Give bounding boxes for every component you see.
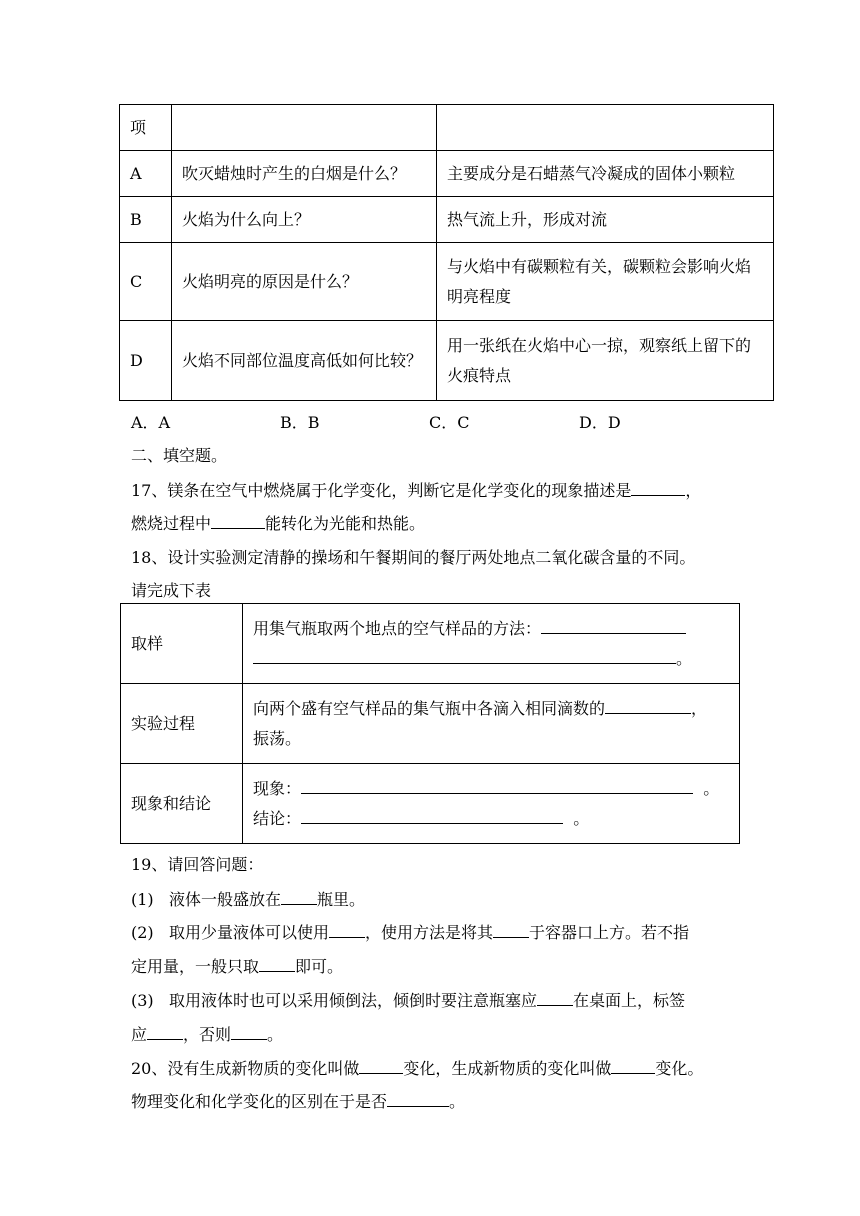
part-text: 。 bbox=[267, 1025, 284, 1044]
choice-c: C．C bbox=[429, 413, 470, 432]
table-row bbox=[121, 684, 740, 764]
table-row bbox=[121, 604, 740, 684]
choice-b: B．B bbox=[280, 413, 320, 432]
row-question: 火焰为什么向上？ bbox=[172, 197, 437, 243]
table-row bbox=[120, 321, 774, 401]
q20-text: 变化，生成新物质的变化叫做 bbox=[403, 1059, 612, 1078]
answer-blank bbox=[211, 510, 265, 529]
part-text: 瓶里。 bbox=[316, 890, 365, 909]
q17-line1 bbox=[131, 477, 701, 501]
q20-line2 bbox=[131, 1088, 465, 1112]
table-row bbox=[120, 105, 774, 151]
row-question bbox=[172, 105, 437, 151]
row-answer: 用一张纸在火焰中心一掠，观察纸上留下的火痕特点 bbox=[437, 321, 774, 401]
q20-text: 变化。 bbox=[655, 1059, 704, 1078]
answer-blank bbox=[541, 615, 686, 634]
row-content bbox=[243, 684, 740, 764]
cell-text: 。 bbox=[703, 778, 720, 798]
row-header: 实验过程 bbox=[121, 684, 243, 764]
answer-blank bbox=[301, 775, 693, 794]
q19-part3-line1 bbox=[131, 987, 685, 1011]
cell-text: 结论： bbox=[253, 808, 302, 828]
answer-blank bbox=[231, 1021, 267, 1040]
q20-text: 物理变化和化学变化的区别在于是否 bbox=[131, 1092, 388, 1111]
table-row bbox=[121, 764, 740, 844]
options-table bbox=[119, 104, 774, 401]
q19-part2-line2 bbox=[131, 953, 343, 977]
table-row bbox=[120, 197, 774, 243]
row-content bbox=[243, 764, 740, 844]
part-text: 即可。 bbox=[295, 957, 344, 976]
table-row bbox=[120, 243, 774, 321]
part-text: ，否则 bbox=[183, 1025, 232, 1044]
row-answer: 主要成分是石蜡蒸气冷凝成的固体小颗粒 bbox=[437, 151, 774, 197]
part-number: (1) bbox=[131, 890, 154, 909]
q19-part1 bbox=[131, 886, 365, 910]
answer-blank bbox=[147, 1021, 183, 1040]
cell-text: 用集气瓶取两个地点的空气样品的方法： bbox=[253, 618, 542, 638]
row-header: 现象和结论 bbox=[121, 764, 243, 844]
q19-part2-line1 bbox=[131, 919, 689, 943]
cell-text: 向两个盛有空气样品的集气瓶中各滴入相同滴数的 bbox=[253, 698, 606, 718]
answer-blank bbox=[605, 695, 691, 714]
q17-text: 能转化为光能和热能。 bbox=[265, 514, 426, 533]
cell-text: 振荡。 bbox=[253, 728, 302, 748]
row-label: 项 bbox=[120, 105, 172, 151]
q18-line2: 请完成下表 bbox=[131, 581, 212, 600]
row-label: C bbox=[120, 243, 172, 321]
choice-a: A．A bbox=[131, 413, 171, 432]
q18-line1: 18、设计实验测定清静的操场和午餐期间的餐厅两处地点二氧化碳含量的不同。 bbox=[131, 548, 696, 567]
q17-line2 bbox=[131, 510, 425, 534]
section-heading: 二、填空题。 bbox=[131, 446, 228, 465]
q20-line1 bbox=[131, 1055, 703, 1079]
part-text: 取用液体时也可以采用倾倒法，倾倒时要注意瓶塞应 bbox=[168, 991, 537, 1010]
part-text: ，使用方法是将其 bbox=[364, 923, 493, 942]
q20-text: 20、没有生成新物质的变化叫做 bbox=[131, 1059, 360, 1078]
row-question: 火焰明亮的原因是什么？ bbox=[172, 243, 437, 321]
cell-text: ， bbox=[691, 698, 708, 718]
row-label: A bbox=[120, 151, 172, 197]
answer-blank bbox=[301, 805, 563, 824]
experiment-table bbox=[120, 603, 740, 844]
answer-blank bbox=[493, 919, 529, 938]
cell-text: 现象： bbox=[253, 778, 302, 798]
table-row bbox=[120, 151, 774, 197]
choice-d: D．D bbox=[579, 413, 621, 432]
part-text: 应 bbox=[131, 1025, 148, 1044]
q17-text: 燃烧过程中 bbox=[131, 514, 212, 533]
q19-part3-line2 bbox=[131, 1021, 283, 1045]
cell-text: 。 bbox=[573, 808, 590, 828]
row-answer: 与火焰中有碳颗粒有关，碳颗粒会影响火焰明亮程度 bbox=[437, 243, 774, 321]
part-number: (3) bbox=[131, 991, 154, 1010]
row-content bbox=[243, 604, 740, 684]
row-answer bbox=[437, 105, 774, 151]
answer-blank bbox=[259, 953, 295, 972]
cell-text: 。 bbox=[676, 648, 693, 668]
answer-blank bbox=[387, 1088, 449, 1107]
row-answer: 热气流上升，形成对流 bbox=[437, 197, 774, 243]
q20-text: 。 bbox=[449, 1092, 466, 1111]
part-text: 液体一般盛放在 bbox=[168, 890, 281, 909]
answer-blank bbox=[359, 1055, 403, 1074]
part-number: (2) bbox=[131, 923, 154, 942]
answer-blank bbox=[537, 987, 573, 1006]
q17-text: ， bbox=[685, 481, 702, 500]
row-question: 吹灭蜡烛时产生的白烟是什么？ bbox=[172, 151, 437, 197]
q19-title: 19、请回答问题： bbox=[131, 855, 264, 874]
part-text: 在桌面上，标签 bbox=[572, 991, 685, 1010]
answer-blank bbox=[281, 886, 317, 905]
answer-blank bbox=[631, 477, 685, 496]
answer-blank bbox=[253, 645, 676, 664]
row-label: D bbox=[120, 321, 172, 401]
row-question: 火焰不同部位温度高低如何比较？ bbox=[172, 321, 437, 401]
answer-blank bbox=[329, 919, 365, 938]
part-text: 定用量，一般只取 bbox=[131, 957, 260, 976]
q17-text: 17、镁条在空气中燃烧属于化学变化，判断它是化学变化的现象描述是 bbox=[131, 481, 632, 500]
row-header: 取样 bbox=[121, 604, 243, 684]
part-text: 于容器口上方。若不指 bbox=[528, 923, 689, 942]
answer-blank bbox=[611, 1055, 655, 1074]
part-text: 取用少量液体可以使用 bbox=[168, 923, 329, 942]
row-label: B bbox=[120, 197, 172, 243]
